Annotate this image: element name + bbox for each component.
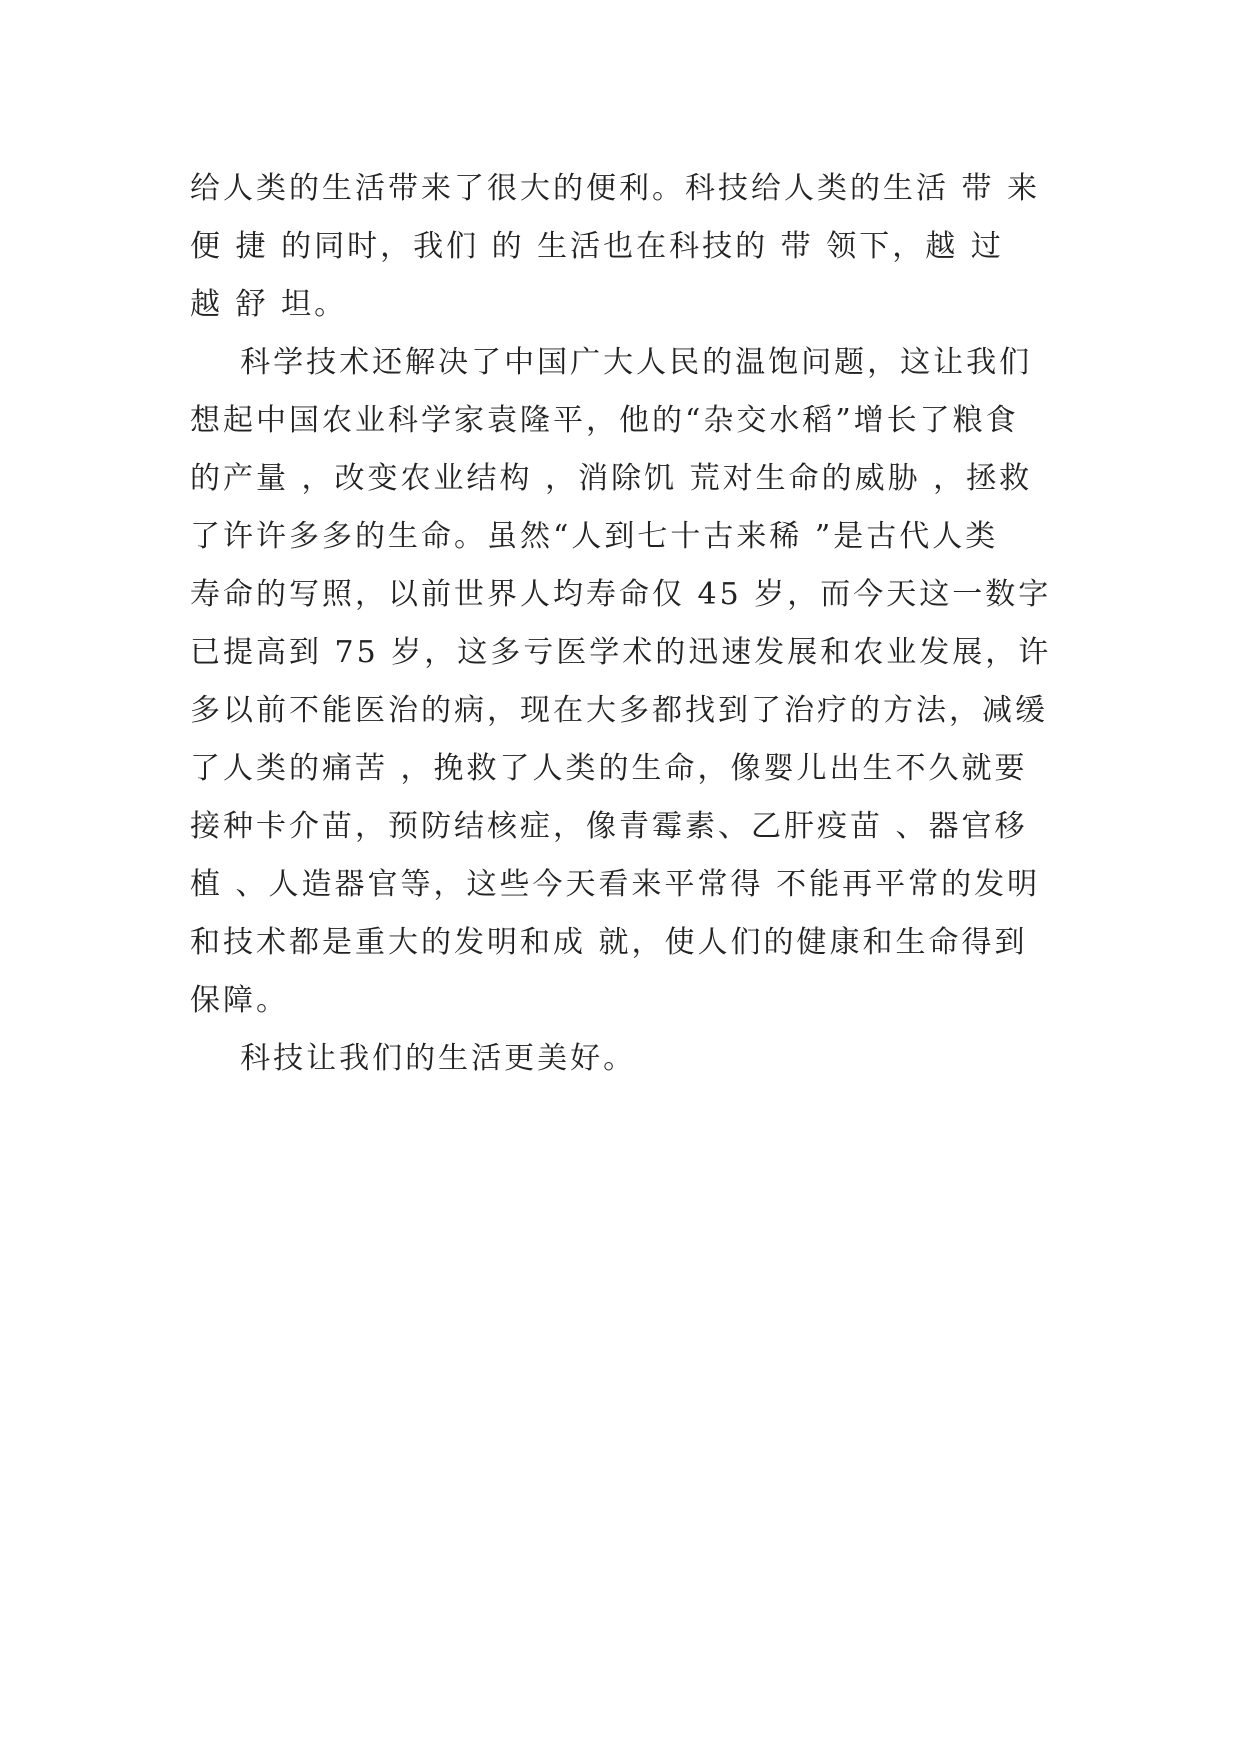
- text-line: 植 、人造器官等，这些今天看来平常得 不能再平常的发明: [190, 867, 1041, 902]
- text-line: 了许许多多的生命。虽然“人到七十古来稀 ”是古代人类: [190, 519, 999, 554]
- document-body: [190, 160, 1060, 1088]
- text-line: 保障。: [190, 983, 289, 1018]
- text-line: 科技让我们的生活更美好。: [190, 1041, 637, 1076]
- paragraph: [190, 1030, 1060, 1088]
- text-line: 越 舒 坦。: [190, 287, 348, 322]
- text-line: 科学技术还解决了中国广大人民的温饱问题，这让我们: [190, 345, 1033, 380]
- text-line: 了人类的痛苦 ，挽救了人类的生命，像婴儿出生不久就要: [190, 751, 1028, 786]
- text-line: 寿命的写照，以前世界人均寿命仅 45 岁，而今天这一数字: [190, 577, 1052, 612]
- paragraph: [190, 334, 1060, 1030]
- text-line: 多以前不能医治的病，现在大多都找到了治疗的方法，减缓: [190, 693, 1048, 728]
- paragraph: [190, 160, 1060, 334]
- text-line: 的产量 ，改变农业结构 ，消除饥 荒对生命的威胁 ，拯救: [190, 461, 1033, 496]
- text-line: 和技术都是重大的发明和成 就，使人们的健康和生命得到: [190, 925, 1028, 960]
- text-line: 已提高到 75 岁，这多亏医学术的迅速发展和农业发展，许: [190, 635, 1052, 670]
- text-line: 便 捷 的同时，我们 的 生活也在科技的 带 领下，越 过: [190, 229, 1004, 264]
- text-line: 给人类的生活带来了很大的便利。科技给人类的生活 带 来: [190, 171, 1041, 206]
- text-line: 接种卡介苗，预防结核症，像青霉素、乙肝疫苗 、器官移: [190, 809, 1028, 844]
- text-line: 想起中国农业科学家袁隆平，他的“杂交水稻”增长了粮食: [190, 403, 1019, 438]
